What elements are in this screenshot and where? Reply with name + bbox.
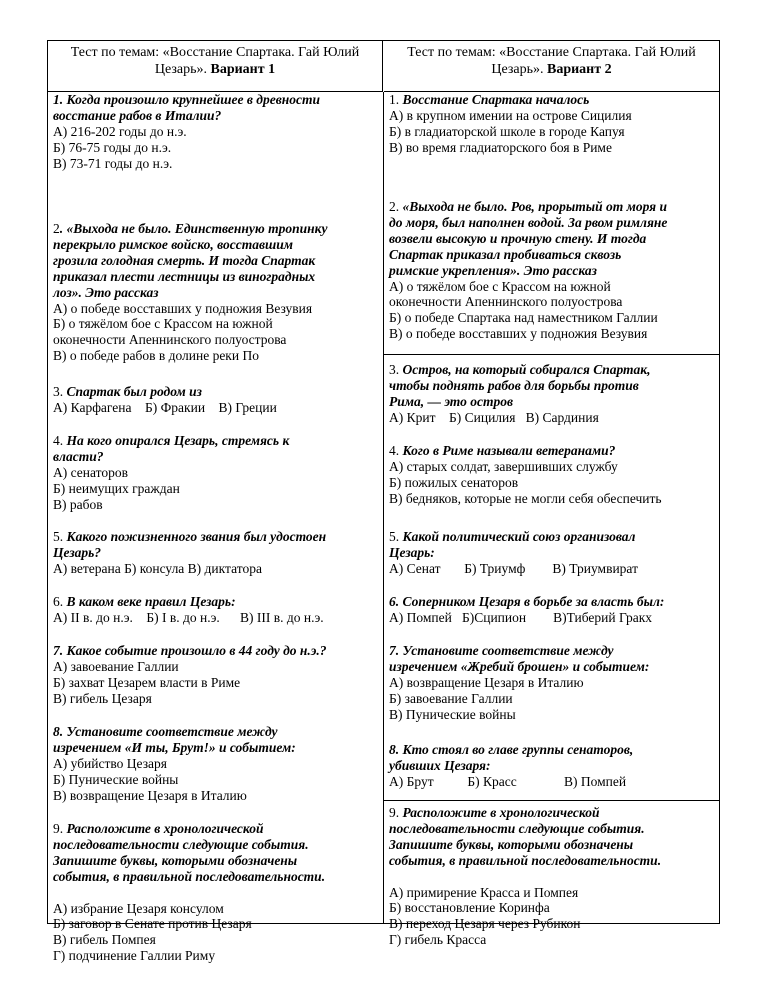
question-text: возвели высокую и прочную стену. И тогда — [389, 230, 647, 246]
question-text: последовательности следующие события. — [53, 836, 309, 852]
answer-option: В) Помпей — [563, 773, 627, 789]
question-text: Рима, — это остров — [389, 393, 514, 409]
answer-option: А) Крит — [389, 409, 436, 425]
answer-option: А) о тяжёлом бое с Крассом на южной — [389, 278, 611, 294]
v1-question-3 — [53, 384, 380, 416]
answer-option: А) ветерана Б) консула В) диктатора — [53, 560, 262, 576]
answer-option: А) убийство Цезаря — [53, 755, 167, 771]
answer-option: Б) Красс — [467, 773, 517, 789]
answer-option: В) Триумвират — [552, 560, 638, 576]
variant2-label: Вариант 2 — [546, 62, 612, 77]
v1-question-9 — [53, 821, 380, 964]
answer-option: А) Карфагена — [53, 399, 132, 415]
v1-question-8 — [53, 724, 380, 804]
question-text: власти? — [53, 448, 104, 464]
question-text: Остров, на который собирался Спартак, — [402, 362, 651, 377]
question-number: 6. — [53, 594, 67, 609]
question-text: до моря, был наполнен водой. За рвом римляне — [389, 214, 668, 230]
v2-question-9 — [389, 805, 716, 948]
question-text: события, в правильной последовательности. — [389, 852, 662, 868]
v1-question-4 — [53, 433, 380, 513]
answer-option: Б) Сицилия — [449, 409, 516, 425]
test-table — [47, 40, 720, 964]
variant1-header — [48, 41, 383, 92]
v2-question-7 — [389, 643, 716, 723]
question-text: изречением «И ты, Брут!» и событием: — [53, 739, 296, 755]
answer-option: В)Тиберий Гракх — [553, 609, 653, 625]
answer-option: Б) Фракии — [145, 399, 206, 415]
answer-option: Б) 76-75 годы до н.э. — [53, 139, 172, 155]
v2-question-8 — [389, 742, 716, 790]
v2-question-1 — [389, 92, 716, 156]
answer-option: А) возвращение Цезаря в Италию — [389, 674, 584, 690]
v2-question-4 — [389, 443, 716, 507]
answer-option: А) сенаторов — [53, 464, 128, 480]
v1-question-5 — [53, 529, 380, 577]
question-text: 6. Соперником Цезаря в борьбе за власть был: — [389, 594, 665, 609]
answer-option: В) III в. до н.э. — [240, 609, 324, 625]
question-text: перекрыло римское войско, восставшим — [53, 236, 294, 252]
question-text: 1. Когда произошло крупнейшее в древности — [53, 92, 320, 107]
answer-option: Г) подчинение Галлии Риму — [53, 948, 216, 964]
answer-option: А) в крупном имении на острове Сицилия — [389, 107, 632, 123]
v1-question-1 — [53, 92, 380, 172]
answer-option: В) о победе рабов в долине реки По — [53, 348, 259, 364]
question-text: . «Выхода не было. Единственную тропинку — [59, 221, 328, 236]
question-text: В каком веке правил Цезарь: — [66, 594, 236, 609]
question-text: 7. Какое событие произошло в 44 году до н.э.? — [53, 643, 327, 658]
answer-option: В) гибель Помпея — [53, 932, 156, 948]
question-number: 5. — [53, 529, 67, 544]
question-text: последовательности следующие события. — [389, 820, 645, 836]
v1-question-6 — [53, 594, 380, 626]
variant2-column — [384, 92, 719, 948]
question-number: 1. — [389, 92, 403, 107]
answer-option: В) гибель Цезаря — [53, 690, 152, 706]
answer-option: Г) гибель Красса — [389, 932, 487, 948]
question-text: убивших Цезаря: — [389, 757, 491, 773]
question-text: 7. Установите соответствие между — [389, 643, 614, 658]
answer-option: В) бедняков, которые не могли себя обеспечить — [389, 490, 662, 506]
answer-option: Б) Пунические войны — [53, 771, 179, 787]
answer-option: А) старых солдат, завершивших службу — [389, 458, 618, 474]
question-divider — [384, 354, 719, 355]
v2-question-6 — [389, 594, 716, 626]
answer-option: Б) неимущих граждан — [53, 480, 180, 496]
answer-option: В) Сардиния — [525, 409, 599, 425]
answer-option: Б) завоевание Галлии — [389, 690, 513, 706]
question-text: Расположите в хронологической — [402, 805, 600, 820]
question-divider — [384, 800, 719, 801]
question-text: На кого опирался Цезарь, стремясь к — [66, 433, 290, 448]
answer-option: Б) захват Цезарем власти в Риме — [53, 674, 241, 690]
answer-option: А) избрание Цезаря консулом — [53, 900, 224, 916]
question-text: Запишите буквы, которыми обозначены — [53, 852, 298, 868]
v2-question-5 — [389, 529, 716, 577]
answer-option: Б) в гладиаторской школе в городе Капуя — [389, 123, 625, 139]
variant1-title-topic: Цезарь». — [154, 62, 211, 77]
question-text: 8. Установите соответствие между — [53, 724, 278, 739]
variant1-label: Вариант 1 — [210, 62, 276, 77]
answer-option: Б) I в. до н.э. — [146, 609, 220, 625]
question-text: изречением «Жребий брошен» и событием: — [389, 658, 650, 674]
variant2-title-topic: Цезарь». — [491, 62, 547, 77]
question-text: Какого пожизненного звания был удостоен — [66, 529, 327, 544]
answer-option: В) о победе восставших у подножия Везувия — [389, 326, 648, 342]
variant2-title-line1: Тест по темам: «Восстание Спартака. Гай Юлий — [407, 45, 696, 60]
answer-option: А) примирение Красса и Помпея — [389, 884, 579, 900]
answer-option: В) переход Цезаря через Рубикон — [389, 916, 581, 932]
question-text: чтобы поднять рабов для борьбы против — [389, 377, 639, 393]
answer-option: В) во время гладиаторского боя в Риме — [389, 139, 612, 155]
answer-option: В) рабов — [53, 496, 103, 512]
variant1-title-line1: Тест по темам: «Восстание Спартака. Гай Юлий — [70, 45, 360, 60]
question-number: 2 — [53, 221, 60, 236]
answer-option: оконечности Апеннинского полуострова — [389, 294, 623, 310]
answer-option: Б) восстановление Коринфа — [389, 900, 550, 916]
v1-question-2 — [53, 221, 380, 364]
question-number: 5. — [389, 529, 403, 544]
question-number: 2. — [389, 199, 403, 214]
question-text: Спартак был родом из — [66, 384, 202, 399]
question-text: «Выхода не было. Ров, прорытый от моря и — [402, 199, 668, 214]
v2-question-2 — [389, 199, 716, 342]
answer-option: Б) пожилых сенаторов — [389, 474, 519, 490]
answer-option: А) о победе восставших у подножия Везувия — [53, 300, 313, 316]
question-text: 8. Кто стоял во главе группы сенаторов, — [389, 742, 634, 757]
variant2-header — [384, 41, 719, 92]
question-number: 4. — [53, 433, 67, 448]
question-text: Кого в Риме называли ветеранами? — [402, 443, 616, 458]
question-number: 4. — [389, 443, 403, 458]
question-text: грозила голодная смерть. И тогда Спартак — [53, 252, 316, 268]
answer-option: А) завоевание Галлии — [53, 658, 179, 674]
question-text: Запишите буквы, которыми обозначены — [389, 836, 634, 852]
question-number: 9. — [389, 805, 403, 820]
answer-option: А) Сенат — [389, 560, 441, 576]
variant1-column — [48, 92, 384, 964]
v1-question-7 — [53, 643, 380, 707]
question-text: Спартак приказал пробиваться сквозь — [389, 246, 622, 262]
question-text: Расположите в хронологической — [66, 821, 264, 836]
question-number: 3. — [389, 362, 403, 377]
question-text: лоз». Это рассказ — [53, 284, 159, 300]
question-number: 3. — [53, 384, 67, 399]
answer-option: В) возвращение Цезаря в Италию — [53, 787, 247, 803]
question-text: события, в правильной последовательности. — [53, 868, 326, 884]
answer-option: В) Греции — [218, 399, 277, 415]
question-text: приказал плести лестницы из виноградных — [53, 268, 316, 284]
v2-question-3 — [389, 362, 716, 426]
question-number: 9. — [53, 821, 67, 836]
answer-option: Б)Сципион — [461, 609, 527, 625]
answer-option: Б) заговор в Сенате против Цезаря — [53, 916, 252, 932]
question-text: Цезарь? — [53, 544, 102, 560]
question-text: Цезарь: — [389, 544, 435, 560]
question-text: Восстание Спартака началось — [402, 92, 590, 107]
answer-option: А) Помпей — [389, 609, 452, 625]
answer-option: В) 73-71 годы до н.э. — [53, 155, 173, 171]
answer-option: В) Пунические войны — [389, 706, 516, 722]
answer-option: А) Брут — [389, 773, 434, 789]
answer-option: А) II в. до н.э. — [53, 609, 133, 625]
answer-option: А) 216-202 годы до н.э. — [53, 123, 187, 139]
question-text: римские укрепления». Это рассказ — [389, 262, 597, 278]
answer-option: Б) Триумф — [464, 560, 526, 576]
question-text: Какой политический союз организовал — [402, 529, 636, 544]
answer-option: оконечности Апеннинского полуострова — [53, 332, 287, 348]
question-text: восстание рабов в Италии? — [53, 107, 222, 123]
answer-option: Б) о тяжёлом бое с Крассом на южной — [53, 316, 273, 332]
answer-option: Б) о победе Спартака над наместником Галлии — [389, 310, 658, 326]
